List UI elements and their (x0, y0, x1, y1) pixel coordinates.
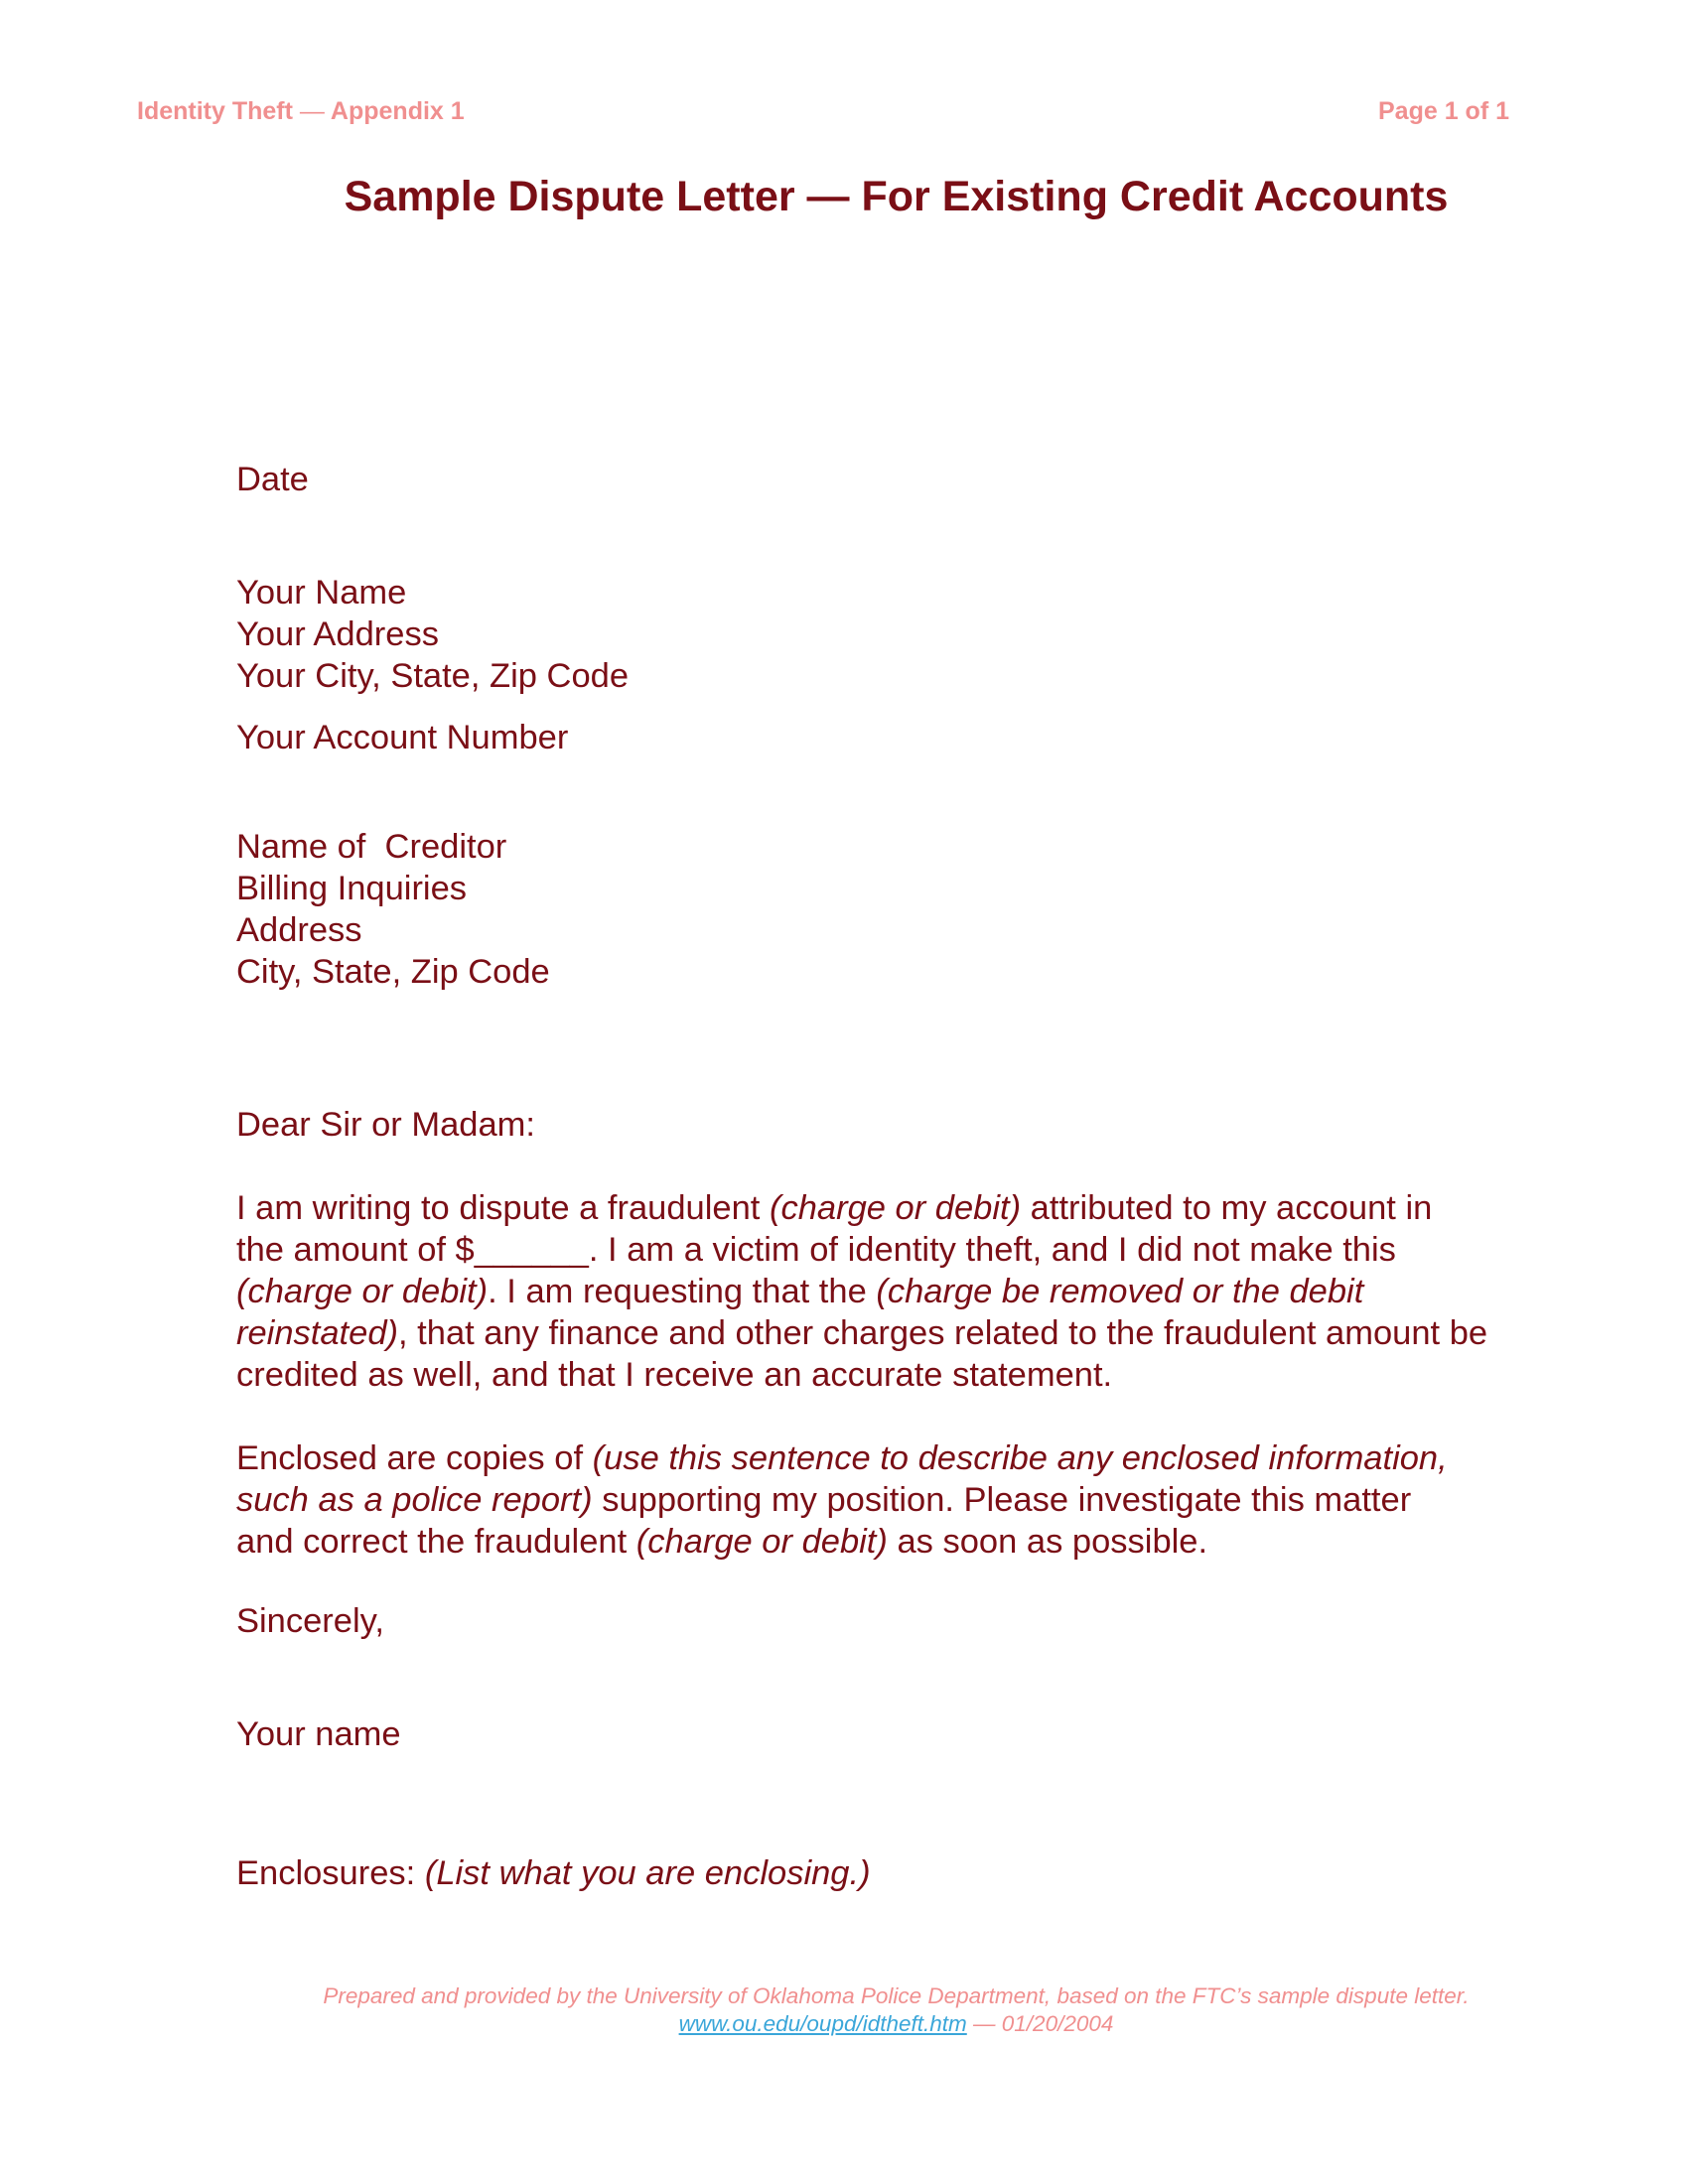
p2-placeholder: (charge or debit) (635, 1523, 888, 1561)
sender-city: Your City, State, Zip Code (236, 657, 630, 695)
recipient-address: Address (236, 911, 362, 949)
sender-address: Your Address (236, 615, 439, 653)
signature-text: Your name (236, 1715, 401, 1753)
p2-line-1 (236, 1437, 1587, 1479)
enclosures (236, 1852, 1577, 1894)
sender-name: Your Name (236, 574, 407, 612)
salutation (236, 1104, 1577, 1146)
p1-placeholder: (charge or debit) (236, 1273, 489, 1310)
p1-text: I am writing to dispute a fraudulent (236, 1189, 770, 1227)
recipient-dept: Billing Inquiries (236, 870, 468, 907)
p1-line-5: credited as well, and that I receive an accurate statement. (236, 1356, 1113, 1394)
p2-text: and correct the fraudulent (236, 1523, 636, 1561)
p1-line-4 (236, 1312, 1587, 1354)
header-doc-title (137, 97, 465, 126)
p1-text: , that any finance and other charges related to the fraudulent amount be (398, 1314, 1488, 1352)
footer-credit: Prepared and provided by the University of Oklahoma Police Department, based on the FTC’s sample dispute letter. (323, 1983, 1470, 2008)
p2-placeholder: such as a police report) (236, 1481, 593, 1519)
sender-account-number: Your Account Number (236, 719, 569, 756)
signature (236, 1713, 1577, 1755)
header-title-text: Identity Theft (137, 97, 293, 125)
recipient-name: Name of Creditor (236, 828, 507, 866)
p1-placeholder: reinstated) (236, 1314, 398, 1352)
p2-line-3 (236, 1521, 1587, 1563)
p1-line-3 (236, 1271, 1587, 1312)
p2-placeholder: (use this sentence to describe any enclosed information, (592, 1439, 1448, 1477)
p1-line-1 (236, 1187, 1587, 1229)
page-title: Sample Dispute Letter — For Existing Credit Accounts (344, 173, 1449, 220)
sender-block (236, 572, 1577, 697)
closing (236, 1600, 1577, 1642)
body-paragraph-1 (236, 1187, 1587, 1396)
footer-link-line (0, 2011, 1688, 2037)
salutation-text: Dear Sir or Madam: (236, 1106, 535, 1144)
p1-text: . I am requesting that the (488, 1273, 877, 1310)
recipient-block (236, 826, 1577, 993)
header-separator: — (299, 97, 325, 125)
letter-date (236, 459, 1577, 500)
closing-text: Sincerely, (236, 1602, 384, 1640)
p2-text: Enclosed are copies of (236, 1439, 593, 1477)
p1-text: attributed to my account in (1021, 1189, 1433, 1227)
recipient-city: City, State, Zip Code (236, 953, 550, 991)
enclosures-label: Enclosures: (236, 1854, 425, 1892)
p1-line-2: the amount of $______. I am a victim of identity theft, and I did not make this (236, 1231, 1396, 1269)
header-page-number: Page 1 of 1 (1378, 97, 1509, 125)
p2-line-2 (236, 1479, 1587, 1521)
p2-text: supporting my position. Please investigate this matter (592, 1481, 1412, 1519)
enclosures-note: (List what you are enclosing.) (424, 1854, 871, 1892)
p2-text: as soon as possible. (887, 1523, 1208, 1561)
body-paragraph-2 (236, 1437, 1587, 1563)
footer-date: — 01/20/2004 (966, 2011, 1114, 2036)
p1-placeholder: (charge or debit) (769, 1189, 1022, 1227)
p1-placeholder: (charge be removed or the debit (876, 1273, 1364, 1310)
header-appendix-text: Appendix 1 (330, 97, 465, 125)
sender-account (236, 717, 1577, 758)
enclosures-line (236, 1852, 1577, 1894)
date-text: Date (236, 461, 309, 498)
footer-link[interactable]: www.ou.edu/oupd/idtheft.htm (678, 2011, 967, 2036)
